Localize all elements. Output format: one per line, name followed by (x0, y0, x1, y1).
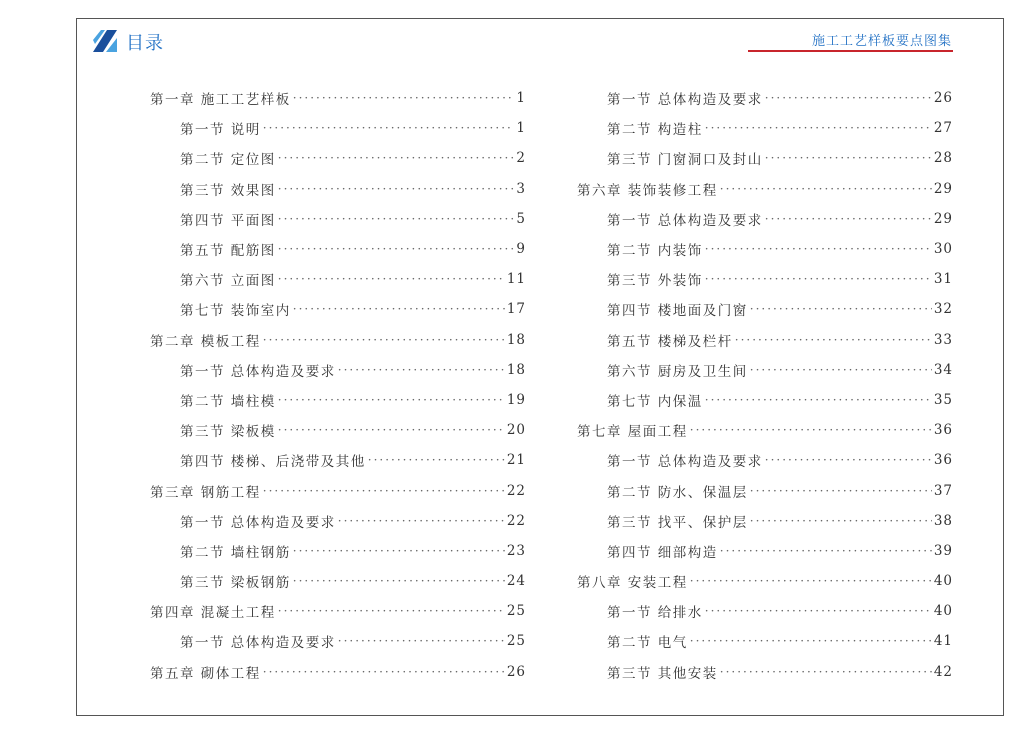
toc-section-entry[interactable] (150, 294, 526, 324)
toc-entry-label: 第五章 砌体工程 (150, 665, 261, 682)
toc-page-number: 26 (933, 90, 953, 107)
toc-entry-label: 第三章 钢筋工程 (150, 484, 261, 501)
toc-entry-label: 第一节 说明 (180, 122, 261, 139)
toc-page-number: 18 (506, 361, 526, 378)
toc-section-entry[interactable] (150, 234, 526, 264)
toc-page-number: 31 (933, 271, 953, 288)
toc-page-number: 40 (933, 573, 953, 590)
toc-section-entry[interactable] (577, 294, 953, 324)
toc-entry-label: 第二节 防水、保温层 (607, 484, 748, 501)
toc-section-entry[interactable] (577, 596, 953, 626)
toc-page-number: 1 (516, 90, 526, 107)
toc-entry-label: 第一章 施工工艺样板 (150, 92, 291, 109)
toc-entry-label: 第一节 总体构造及要求 (180, 363, 336, 380)
toc-entry-label: 第三节 门窗洞口及封山 (607, 152, 763, 169)
toc-section-entry[interactable] (150, 174, 526, 204)
toc-entry-label: 第四节 楼梯、后浇带及其他 (180, 454, 366, 471)
toc-entry-label: 第三节 外装饰 (607, 273, 703, 290)
toc-page-number: 28 (933, 150, 953, 167)
toc-entry-label: 第一节 总体构造及要求 (180, 514, 336, 531)
toc-section-entry[interactable] (577, 536, 953, 566)
toc-entry-label: 第三节 梁板模 (180, 424, 276, 441)
toc-page-number: 27 (933, 120, 953, 137)
toc-section-entry[interactable] (577, 325, 953, 355)
toc-entry-label: 第二节 内装饰 (607, 243, 703, 260)
toc-dot-leader (293, 91, 515, 105)
toc-section-entry[interactable] (150, 385, 526, 415)
toc-section-entry[interactable] (150, 445, 526, 475)
toc-chapter-entry[interactable] (577, 566, 953, 596)
toc-entry-label: 第五节 配筋图 (180, 243, 276, 260)
toc-section-entry[interactable] (577, 475, 953, 505)
toc-page-number: 37 (933, 482, 953, 499)
toc-chapter-entry[interactable] (150, 596, 526, 626)
toc-page-number: 2 (516, 150, 526, 167)
toc-entry-label: 第二节 墙柱模 (180, 393, 276, 410)
toc-dot-leader (720, 182, 932, 196)
toc-page-number: 34 (933, 361, 953, 378)
toc-page-number: 29 (933, 210, 953, 227)
toc-section-entry[interactable] (150, 143, 526, 173)
toc-entry-label: 第一节 总体构造及要求 (607, 454, 763, 471)
toc-page-number: 26 (506, 663, 526, 680)
toc-dot-leader (705, 393, 932, 407)
toc-section-entry[interactable] (577, 626, 953, 656)
toc-section-entry[interactable] (150, 536, 526, 566)
toc-section-entry[interactable] (150, 626, 526, 656)
toc-section-entry[interactable] (577, 143, 953, 173)
toc-dot-leader (750, 514, 932, 528)
toc-page-number: 25 (506, 633, 526, 650)
toc-entry-label: 第六节 厨房及卫生间 (607, 363, 748, 380)
toc-entry-label: 第八章 安装工程 (577, 575, 688, 592)
toc-section-entry[interactable] (577, 83, 953, 113)
toc-entry-label: 第四节 平面图 (180, 212, 276, 229)
toc-dot-leader (750, 302, 932, 316)
toc-chapter-entry[interactable] (150, 83, 526, 113)
toc-dot-leader (720, 665, 932, 679)
toc-page-number: 23 (506, 542, 526, 559)
toc-dot-leader (750, 484, 932, 498)
toc-page-number: 38 (933, 512, 953, 529)
toc-dot-leader (278, 604, 505, 618)
toc-entry-label: 第四节 楼地面及门窗 (607, 303, 748, 320)
toc-page-number: 17 (506, 301, 526, 318)
toc-dot-leader (338, 514, 505, 528)
toc-entry-label: 第一节 总体构造及要求 (607, 212, 763, 229)
toc-section-entry[interactable] (150, 113, 526, 143)
toc-dot-leader (338, 634, 505, 648)
toc-entry-label: 第二节 构造柱 (607, 122, 703, 139)
toc-dot-leader (293, 302, 505, 316)
toc-chapter-entry[interactable] (150, 657, 526, 687)
toc-section-entry[interactable] (150, 355, 526, 385)
toc-section-entry[interactable] (577, 264, 953, 294)
book-title: 施工工艺样板要点图集 (811, 34, 952, 49)
book-title-underline (748, 50, 953, 52)
toc-page-number: 35 (933, 391, 953, 408)
toc-page-number: 22 (506, 482, 526, 499)
toc-entry-label: 第六节 立面图 (180, 273, 276, 290)
toc-dot-leader (750, 363, 932, 377)
toc-entry-label: 第四章 混凝土工程 (150, 605, 276, 622)
toc-page-number: 33 (933, 331, 953, 348)
toc-section-entry[interactable] (577, 657, 953, 687)
toc-page-number: 9 (516, 241, 526, 258)
toc-section-entry[interactable] (577, 204, 953, 234)
toc-dot-leader (765, 212, 932, 226)
toc-dot-leader (278, 272, 505, 286)
toc-page-number: 25 (506, 603, 526, 620)
toc-entry-label: 第三节 梁板钢筋 (180, 575, 291, 592)
toc-section-entry[interactable] (150, 506, 526, 536)
toc-section-entry[interactable] (577, 234, 953, 264)
toc-chapter-entry[interactable] (150, 475, 526, 505)
toc-dot-leader (263, 121, 515, 135)
toc-dot-leader (293, 544, 505, 558)
toc-section-entry[interactable] (150, 415, 526, 445)
toc-entry-label: 第七节 装饰室内 (180, 303, 291, 320)
toc-dot-leader (278, 212, 515, 226)
toc-section-entry[interactable] (577, 445, 953, 475)
toc-page-number: 42 (933, 663, 953, 680)
toc-page-number: 1 (516, 120, 526, 137)
toc-dot-leader (765, 151, 932, 165)
toc-dot-leader (720, 544, 932, 558)
toc-dot-leader (338, 363, 505, 377)
toc-entry-label: 第七章 屋面工程 (577, 424, 688, 441)
toc-dot-leader (690, 634, 932, 648)
toc-entry-label: 第七节 内保温 (607, 393, 703, 410)
toc-dot-leader (765, 453, 932, 467)
toc-section-entry[interactable] (577, 113, 953, 143)
toc-dot-leader (263, 484, 505, 498)
toc-entry-label: 第四节 细部构造 (607, 544, 718, 561)
toc-dot-leader (765, 91, 932, 105)
toc-entry-label: 第五节 楼梯及栏杆 (607, 333, 733, 350)
toc-dot-leader (278, 151, 515, 165)
toc-dot-leader (278, 182, 515, 196)
toc-dot-leader (705, 121, 932, 135)
toc-dot-leader (690, 423, 932, 437)
toc-section-entry[interactable] (577, 355, 953, 385)
toc-page-number: 21 (506, 452, 526, 469)
toc-entry-label: 第六章 装饰装修工程 (577, 182, 718, 199)
toc-page-number: 40 (933, 603, 953, 620)
toc-chapter-entry[interactable] (577, 174, 953, 204)
toc-page-number: 19 (506, 391, 526, 408)
toc-dot-leader (293, 574, 505, 588)
toc-section-entry[interactable] (150, 264, 526, 294)
toc-page-number: 22 (506, 512, 526, 529)
toc-page-number: 36 (933, 452, 953, 469)
toc-page-number: 29 (933, 180, 953, 197)
toc-left-column (150, 83, 526, 687)
toc-section-entry[interactable] (150, 566, 526, 596)
toc-entry-label: 第一节 总体构造及要求 (607, 92, 763, 109)
toc-dot-leader (278, 423, 505, 437)
toc-chapter-entry[interactable] (150, 325, 526, 355)
toc-page-number: 30 (933, 241, 953, 258)
toc-page-number: 39 (933, 542, 953, 559)
toc-page-number: 20 (506, 422, 526, 439)
toc-entry-label: 第一节 给排水 (607, 605, 703, 622)
toc-page-number: 18 (506, 331, 526, 348)
toc-dot-leader (690, 574, 932, 588)
toc-entry-label: 第二节 电气 (607, 635, 688, 652)
toc-entry-label: 第三节 效果图 (180, 182, 276, 199)
toc-page-number: 41 (933, 633, 953, 650)
logo-icon (93, 30, 117, 52)
toc-page-number: 3 (516, 180, 526, 197)
toc-dot-leader (705, 604, 932, 618)
toc-dot-leader (263, 665, 505, 679)
toc-right-column (577, 83, 953, 687)
toc-page-number: 11 (506, 271, 526, 288)
page-title: 目录 (126, 33, 164, 54)
toc-dot-leader (278, 393, 505, 407)
toc-entry-label: 第三节 找平、保护层 (607, 514, 748, 531)
toc-dot-leader (705, 272, 932, 286)
toc-dot-leader (278, 242, 515, 256)
toc-page-number: 32 (933, 301, 953, 318)
toc-section-entry[interactable] (577, 506, 953, 536)
toc-section-entry[interactable] (150, 204, 526, 234)
toc-page-number: 36 (933, 422, 953, 439)
toc-dot-leader (368, 453, 505, 467)
toc-chapter-entry[interactable] (577, 415, 953, 445)
toc-entry-label: 第二节 墙柱钢筋 (180, 544, 291, 561)
toc-entry-label: 第二节 定位图 (180, 152, 276, 169)
toc-section-entry[interactable] (577, 385, 953, 415)
toc-dot-leader (705, 242, 932, 256)
toc-dot-leader (735, 333, 932, 347)
toc-entry-label: 第一节 总体构造及要求 (180, 635, 336, 652)
toc-dot-leader (263, 333, 505, 347)
toc-entry-label: 第二章 模板工程 (150, 333, 261, 350)
toc-page-number: 24 (506, 573, 526, 590)
toc-page-number: 5 (516, 210, 526, 227)
toc-entry-label: 第三节 其他安装 (607, 665, 718, 682)
